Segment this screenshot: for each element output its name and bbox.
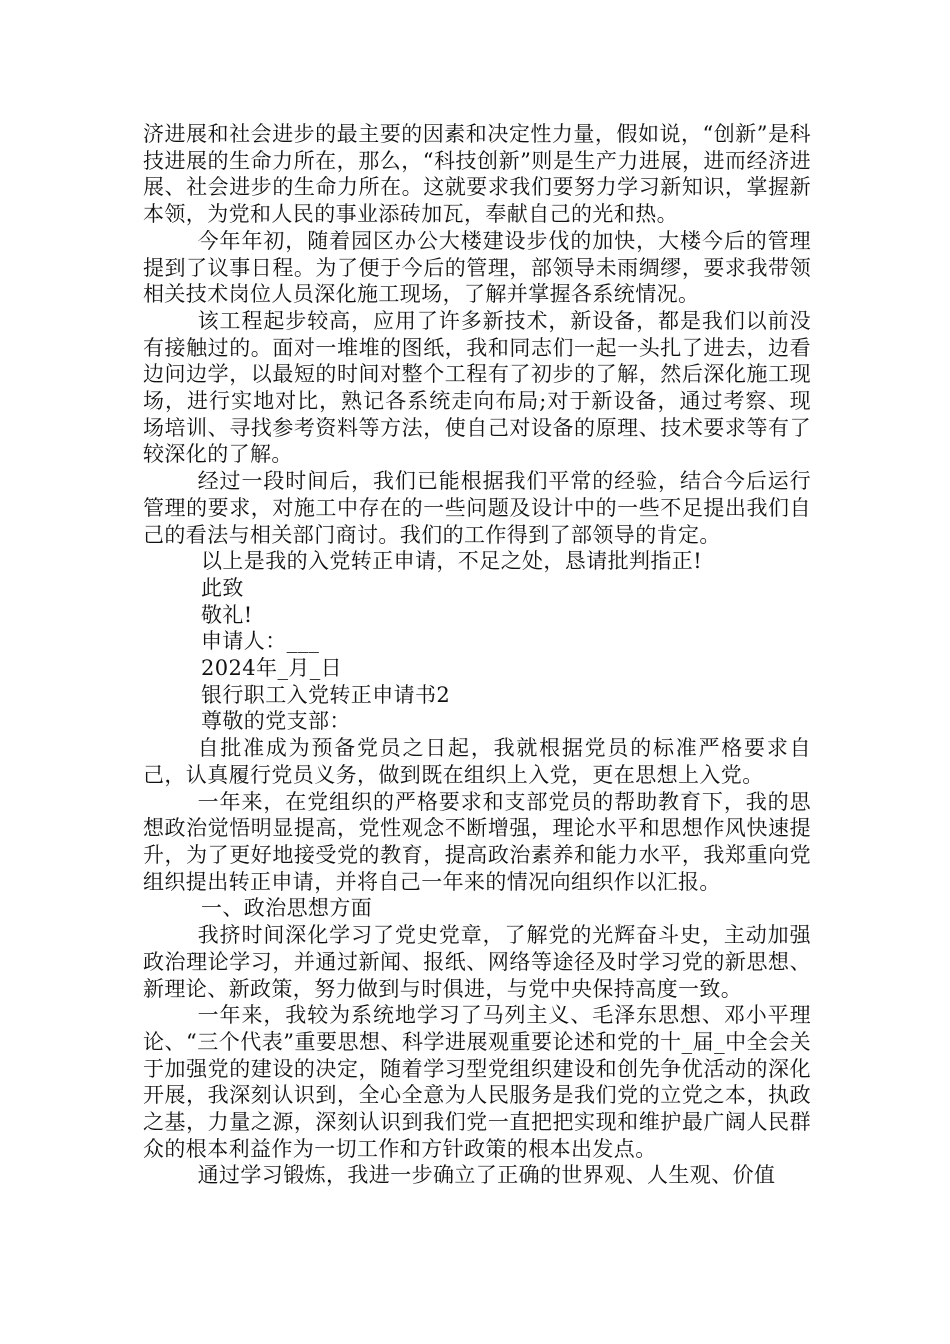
paragraph-party-history-study: 我挤时间深化学习了党史党章，了解党的光辉奋斗史，主动加强政治理论学习，并通过新闻、报纸、网络等途径及时学习党的新思想、新理论、新政策，努力做到与时俱进，与党中央保持高度一致。 [143, 923, 811, 1001]
closing-statement: 以上是我的入党转正申请，不足之处，恳请批判指正! [201, 549, 703, 574]
greeting-line: 尊敬的党支部： [201, 709, 351, 734]
paragraph-office-building: 今年年初，随着园区办公大楼建设步伐的加快，大楼今后的管理提到了议事日程。为了便于今后的管理，部领导未雨绸缪，要求我带领相关技术岗位人员深化施工现场，了解并掌握各系统情况。 [143, 228, 811, 307]
paragraph-theory-study: 一年来，我较为系统地学习了马列主义、毛泽东思想、邓小平理论、“三个代表”重要思想、科学进展观重要论述和党的十_届_中全会关于加强党的建设的决定，随着学习型党组织建设和创先争优活动的深化开展，我深刻认识到，全心全意为人民服务是我们党的立党之本，执政之基，力量之源，深刻认识到我们党一直把把实现和维护最广阔人民群众的根本利益作为一切工作和方针政策的根本出发点。 [143, 1003, 811, 1161]
paragraph-continuation: 济进展和社会进步的最主要的因素和决定性力量，假如说，“创新”是科技进展的生命力所在，那么，“科技创新”则是生产力进展，进而经济进展、社会进步的生命力所在。这就要求我们要努力学习新知识，掌握新本领，为党和人民的事业添砖加瓦，奉献自己的光和热。 [143, 122, 811, 227]
salutation-cizhi: 此致 [201, 575, 244, 600]
salutation-jingli: 敬礼! [201, 602, 253, 627]
paragraph-worldview: 通过学习锻炼，我进一步确立了正确的世界观、人生观、价值 [197, 1163, 776, 1188]
paragraph-management-opinions: 经过一段时间后，我们已能根据我们平常的经验，结合今后运行管理的要求，对施工中存在的一些问题及设计中的一些不足提出我们自己的看法与相关部门商讨。我们的工作得到了部领导的肯定。 [143, 469, 811, 547]
paragraph-year-review: 一年来，在党组织的严格要求和支部党员的帮助教育下，我的思想政治觉悟明显提高，党性观念不断增强，理论水平和思想作风快速提升，为了更好地接受党的教育，提高政治素养和能力水平，我郑重向党组织提出转正申请，并将自己一年来的情况向组织作以汇报。 [143, 789, 811, 894]
date-line: 2024年_月_日 [201, 656, 343, 681]
document-body [143, 121, 811, 1189]
subheading-political-thought: 一、政治思想方面 [201, 896, 373, 921]
paragraph-since-approval: 自批准成为预备党员之日起，我就根据党员的标准严格要求自己，认真履行党员义务，做到既在组织上入党，更在思想上入党。 [143, 736, 811, 787]
paragraph-new-technology: 该工程起步较高，应用了许多新技术，新设备，都是我们以前没有接触过的。面对一堆堆的图纸，我和同志们一起一头扎了进去，边看边问边学，以最短的时间对整个工程有了初步的了解，然后深化施工现场，进行实地对比，熟记各系统走向布局;对于新设备，通过考察、现场培训、寻找参考资料等方法，使自己对设备的原理、技术要求等有了较深化的了解。 [143, 308, 811, 467]
applicant-line: 申请人：___ [201, 629, 320, 654]
section-title: 银行职工入党转正申请书2 [201, 682, 451, 707]
